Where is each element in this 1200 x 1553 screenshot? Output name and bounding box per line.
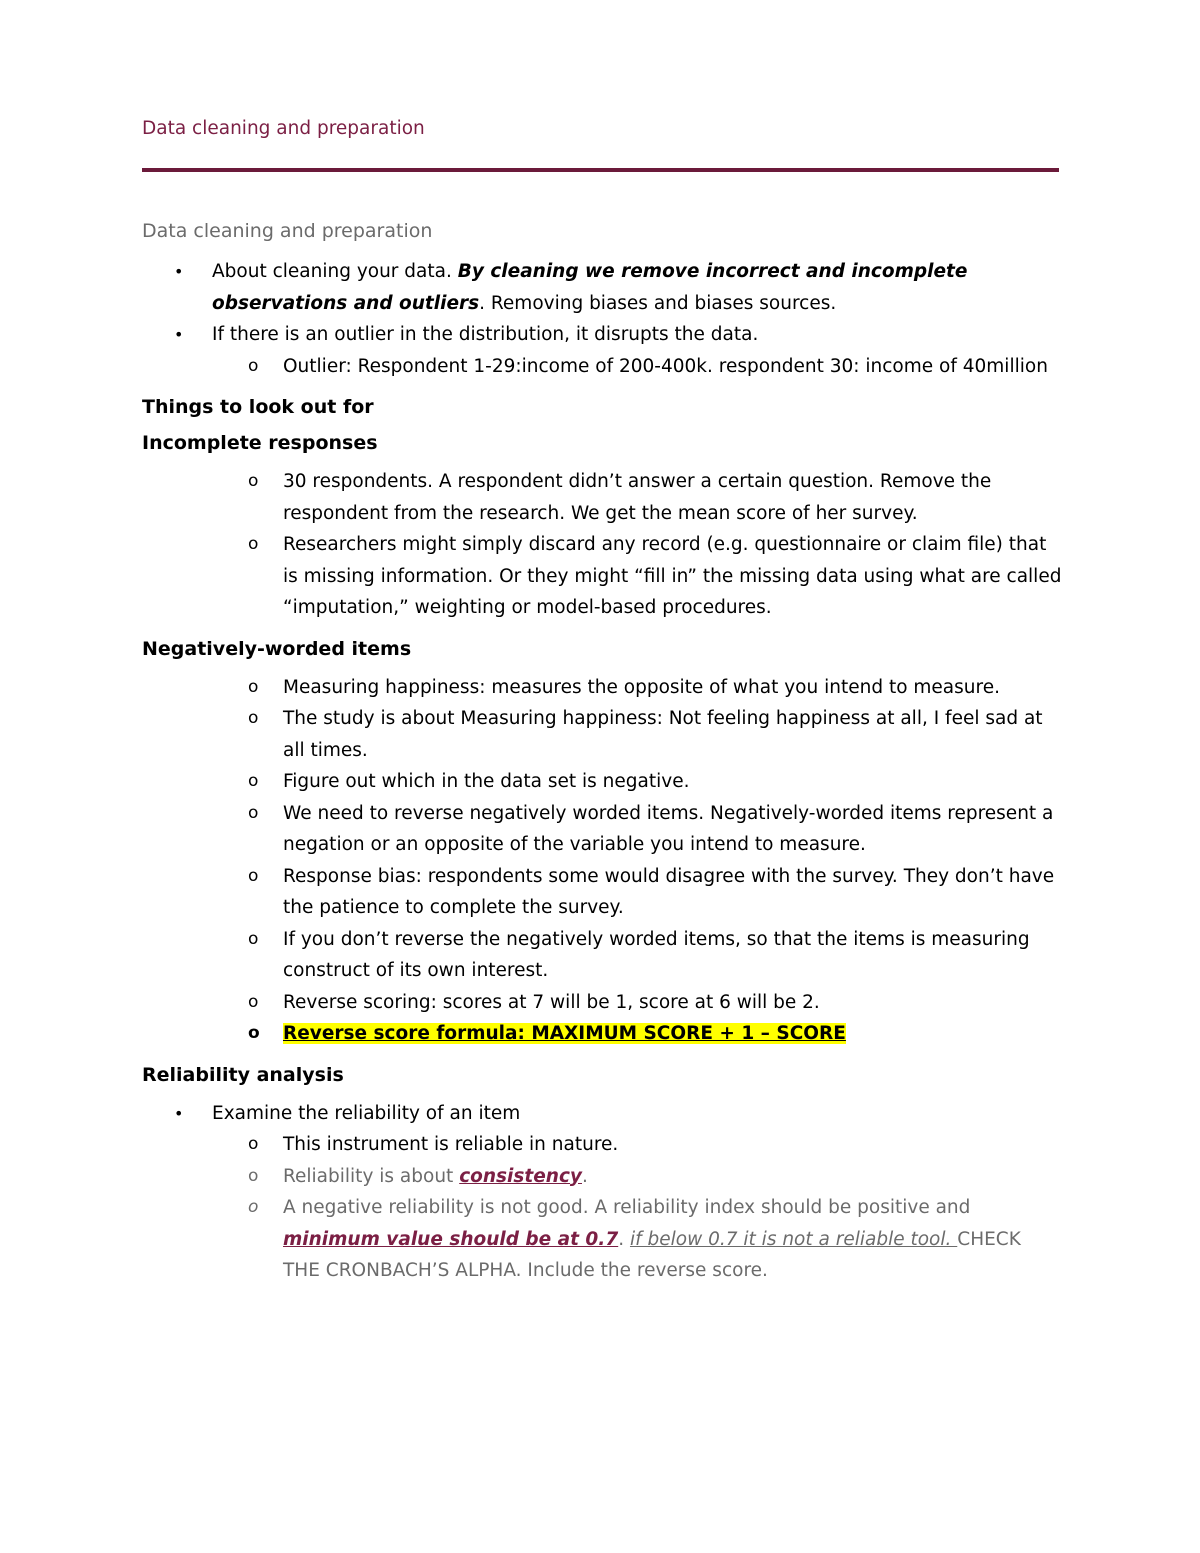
sub-bullet-marker: o (248, 1197, 259, 1217)
bullet-marker: • (174, 325, 184, 344)
list-item (142, 672, 1062, 704)
document-body (142, 220, 1062, 1287)
item-text: If there is an outlier in the distribution, it disrupts the data. (212, 324, 759, 345)
reliability-list (142, 1098, 1062, 1287)
item-text: We need to reverse negatively worded items. Negatively-worded items represent a negation or an opposite of the variable you intend to measure. (283, 802, 1054, 855)
sub-bullet-marker: o (248, 928, 259, 949)
list-item (142, 766, 1062, 798)
list-item (142, 529, 1062, 624)
sub-bullet-marker: o (248, 708, 259, 728)
item-text: A negative reliability is not good. A reliability index should be positive and (283, 1197, 971, 1218)
item-text: Outlier: Respondent 1-29:income of 200-400k. respondent 30: income of 40million (283, 355, 1048, 377)
item-text: Reverse scoring: scores at 7 will be 1, score at 6 will be 2. (283, 991, 820, 1013)
item-text: Reliability is about (283, 1165, 460, 1187)
sub-bullet-marker: o (248, 534, 259, 554)
document-header: Data cleaning and preparation (142, 118, 425, 139)
sub-bullet-marker: o (248, 771, 259, 791)
header-divider (142, 168, 1059, 172)
item-text: CHECK THE CRONBACH’S ALPHA. Include the reverse score. (283, 1228, 1021, 1281)
section-heading-incomplete: Incomplete responses (142, 432, 378, 454)
sub-bullet-marker: o (248, 865, 259, 886)
item-text: 30 respondents. A respondent didn’t answer a certain question. Remove the respondent from the research. We get the mean score of her survey. (283, 471, 992, 524)
item-text: Examine the reliability of an item (212, 1102, 521, 1124)
sub-bullet-marker: o (248, 1165, 259, 1186)
item-text: . (582, 1165, 588, 1187)
section-heading-reliability: Reliability analysis (142, 1063, 344, 1086)
list-item (142, 1129, 1062, 1161)
list-item (142, 987, 1062, 1019)
bullet-marker: • (174, 1103, 184, 1123)
page-title: Data cleaning and preparation (142, 220, 433, 242)
sub-bullet-marker: o (248, 471, 259, 491)
list-item (142, 319, 1062, 351)
item-text: . (618, 1228, 630, 1250)
sub-bullet-marker: o (248, 991, 259, 1012)
list-item (142, 351, 1062, 383)
incomplete-list (142, 466, 1062, 624)
highlighted-formula: Reverse score formula: MAXIMUM SCORE + 1 – SCORE (283, 1023, 846, 1044)
item-text: . Removing biases and biases sources. (479, 292, 837, 314)
item-text: Researchers might simply discard any record (e.g. questionnaire or claim file) that is missing information. Or they might “fill in” the missing data using what are called “imputation,” weighting or model-based procedures. (283, 534, 1062, 618)
item-emphasis: By cleaning we remove incorrect and incomplete observations and outliers (212, 261, 968, 314)
list-item (142, 924, 1062, 987)
item-text: About cleaning your data. (212, 261, 458, 282)
list-item (142, 1161, 1062, 1193)
item-text: The study is about Measuring happiness: Not feeling happiness at all, I feel sad at all times. (283, 708, 1043, 761)
list-item (142, 1192, 1062, 1287)
item-text: This instrument is reliable in nature. (283, 1134, 619, 1155)
formula-item (142, 1018, 1062, 1050)
list-item (142, 798, 1062, 861)
sub-bullet-marker: o (248, 355, 259, 376)
sub-bullet-marker: o (248, 1134, 259, 1154)
section-heading-look-out: Things to look out for (142, 396, 374, 418)
negative-list (142, 672, 1062, 1050)
list-item (142, 1098, 1062, 1130)
bullet-marker: • (174, 262, 184, 281)
item-text: If you don’t reverse the negatively worded items, so that the items is measuring construct of its own interest. (283, 928, 1030, 981)
sub-bullet-marker: o (248, 1023, 260, 1043)
item-underline: if below 0.7 it is not a reliable tool. (629, 1228, 958, 1250)
item-text: Response bias: respondents some would disagree with the survey. They don’t have the patience to complete the survey. (283, 865, 1055, 918)
section-heading-negative: Negatively-worded items (142, 637, 412, 660)
sub-bullet-marker: o (248, 676, 259, 697)
intro-list (142, 256, 1062, 382)
item-text: Measuring happiness: measures the opposite of what you intend to measure. (283, 676, 1000, 698)
item-text: Figure out which in the data set is negative. (283, 771, 690, 792)
list-item (142, 466, 1062, 529)
item-emphasis: consistency (459, 1165, 582, 1187)
list-item (142, 703, 1062, 766)
sub-bullet-marker: o (248, 802, 259, 823)
item-emphasis: minimum value should be at 0.7 (283, 1228, 619, 1250)
list-item (142, 861, 1062, 924)
list-item (142, 256, 1062, 319)
